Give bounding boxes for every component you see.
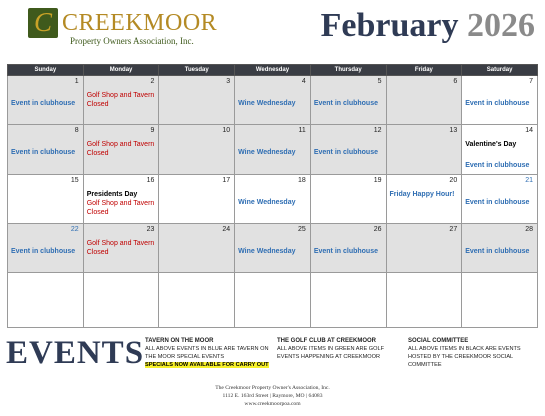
tavern-text: ALL ABOVE EVENTS IN BLUE ARE TAVERN ON THE MOOR SPECIAL EVENTS (145, 346, 269, 360)
weekday-header: Tuesday (159, 65, 235, 76)
day-cell[interactable] (235, 224, 311, 273)
day-cell[interactable] (8, 224, 84, 273)
day-number: 20 (449, 177, 458, 184)
day-number: 24 (222, 226, 231, 233)
day-cell[interactable] (462, 76, 538, 125)
empty-day-cell (83, 273, 159, 328)
day-number: 25 (298, 226, 306, 233)
day-number: 22 (70, 226, 79, 233)
calendar-event: Event in clubhouse (11, 100, 76, 107)
tavern-highlight: SPECIALS NOW AVAILABLE FOR CARRY OUT (145, 362, 269, 368)
empty-day-cell (159, 273, 235, 328)
day-cell[interactable] (386, 125, 462, 175)
day-cell[interactable] (462, 175, 538, 224)
day-number: 17 (222, 177, 231, 184)
day-cell[interactable] (310, 224, 386, 273)
day-number: 13 (449, 127, 458, 134)
calendar-event: Golf Shop and Tavern Closed (86, 141, 155, 157)
weekday-header: Wednesday (235, 65, 311, 76)
calendar-event: Wine Wednesday (238, 248, 296, 255)
calendar-event: Wine Wednesday (238, 100, 296, 107)
social-legend (408, 337, 528, 369)
calendar-event: Golf Shop and Tavern Closed (86, 92, 155, 108)
weekday-header: Thursday (310, 65, 386, 76)
day-cell[interactable] (8, 76, 84, 125)
day-cell[interactable] (386, 224, 462, 273)
day-cell[interactable] (83, 224, 159, 273)
weekday-header: Monday (83, 65, 159, 76)
day-cell[interactable] (310, 175, 386, 224)
weekday-header-row (8, 65, 538, 76)
day-cell[interactable] (8, 125, 84, 175)
calendar-title (321, 6, 535, 46)
calendar-event: Event in clubhouse (465, 162, 530, 169)
month-label: February (320, 7, 459, 44)
day-number: 28 (525, 226, 533, 233)
calendar-event: Event in clubhouse (11, 248, 76, 255)
day-cell[interactable] (159, 175, 235, 224)
day-cell[interactable] (310, 76, 386, 125)
footer-address: 1112 E. 163rd Street | Raymore, MO | 64083 (222, 393, 323, 399)
empty-day-cell (386, 273, 462, 328)
calendar-event: Golf Shop and Tavern Closed (86, 200, 155, 216)
day-cell[interactable] (310, 125, 386, 175)
footer-org: The Creekmoor Property Owner's Association, Inc. (215, 385, 330, 391)
golf-heading: THE GOLF CLUB AT CREEKMOOR (277, 338, 376, 344)
empty-day-cell (462, 273, 538, 328)
day-number: 11 (298, 127, 306, 134)
day-cell[interactable] (235, 76, 311, 125)
day-number: 16 (146, 177, 155, 184)
calendar-event: Event in clubhouse (11, 149, 76, 156)
day-cell[interactable] (83, 175, 159, 224)
org-name: CREEKMOOR (62, 10, 218, 36)
day-number: 23 (146, 226, 155, 233)
day-cell[interactable] (235, 125, 311, 175)
day-number: 26 (373, 226, 382, 233)
logo-mark-icon (28, 8, 58, 38)
day-cell[interactable] (159, 224, 235, 273)
day-number: 2 (150, 78, 155, 85)
day-number: 15 (70, 177, 79, 184)
day-cell[interactable] (462, 224, 538, 273)
org-subtitle: Property Owners Association, Inc. (70, 36, 194, 46)
week-row (8, 175, 538, 224)
year-label: 2026 (467, 7, 535, 44)
day-number: 18 (298, 177, 306, 184)
day-number: 12 (373, 127, 382, 134)
day-cell[interactable] (386, 175, 462, 224)
day-number: 4 (301, 78, 306, 85)
weekday-header: Sunday (8, 65, 84, 76)
week-row (8, 125, 538, 175)
day-cell[interactable] (462, 125, 538, 175)
calendar-event: Valentine's Day (465, 141, 517, 148)
calendar-event: Wine Wednesday (238, 199, 296, 206)
footer-website: www.creekmoorpoa.com (244, 401, 301, 407)
empty-day-cell (8, 273, 84, 328)
calendar-event: Golf Shop and Tavern Closed (86, 240, 155, 256)
week-row (8, 224, 538, 273)
empty-week-row (8, 273, 538, 328)
day-number: 6 (453, 78, 458, 85)
day-number: 1 (74, 78, 79, 85)
day-cell[interactable] (159, 125, 235, 175)
events-title: EVENTS (6, 335, 145, 371)
calendar-event: Friday Happy Hour! (389, 191, 455, 198)
golf-text: ALL ABOVE ITEMS IN GREEN ARE GOLF EVENTS HAPPENING AT CREEKMOOR (277, 346, 385, 360)
empty-day-cell (235, 273, 311, 328)
creekmoor-logo (28, 8, 218, 48)
calendar-event: Presidents Day (86, 191, 138, 198)
day-number: 8 (74, 127, 79, 134)
week-row (8, 76, 538, 125)
day-number: 27 (449, 226, 458, 233)
calendar-event: Event in clubhouse (465, 100, 530, 107)
logo-initial: C (34, 7, 53, 37)
empty-day-cell (310, 273, 386, 328)
social-heading: SOCIAL COMMITTEE (408, 338, 469, 344)
tavern-legend (145, 337, 270, 369)
tavern-heading: TAVERN ON THE MOOR (145, 338, 214, 344)
day-cell[interactable] (8, 175, 84, 224)
social-text: ALL ABOVE ITEMS IN BLACK ARE EVENTS HOSTED BY THE CREEKMOOR SOCIAL COMMITTEE (408, 346, 521, 368)
calendar-event: Wine Wednesday (238, 149, 296, 156)
day-cell[interactable] (235, 175, 311, 224)
calendar-event: Event in clubhouse (313, 149, 378, 156)
day-number: 5 (377, 78, 382, 85)
day-number: 9 (150, 127, 155, 134)
day-cell[interactable] (159, 76, 235, 125)
day-cell[interactable] (83, 76, 159, 125)
calendar-event: Event in clubhouse (465, 199, 530, 206)
day-number: 7 (529, 78, 533, 85)
golf-legend (277, 337, 397, 361)
calendar-grid (7, 64, 538, 328)
day-number: 10 (222, 127, 231, 134)
day-number: 19 (373, 177, 382, 184)
weekday-header: Friday (386, 65, 462, 76)
calendar-event: Event in clubhouse (313, 100, 378, 107)
calendar-event: Event in clubhouse (465, 248, 530, 255)
weekday-header: Saturday (462, 65, 538, 76)
day-number: 21 (525, 177, 533, 184)
day-number: 3 (226, 78, 231, 85)
day-cell[interactable] (83, 125, 159, 175)
day-number: 14 (525, 127, 533, 134)
day-cell[interactable] (386, 76, 462, 125)
calendar-event: Event in clubhouse (313, 248, 378, 255)
